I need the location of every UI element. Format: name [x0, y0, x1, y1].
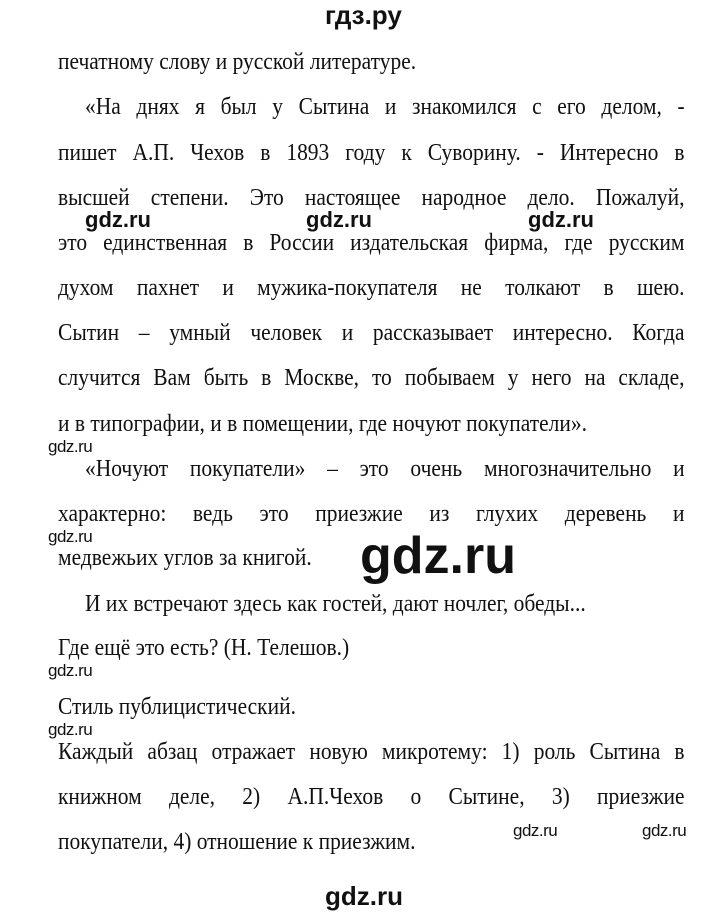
text-line: Где ещё это есть? (Н. Телешов.) [58, 635, 350, 661]
text-line: случится Вам быть в Москве, то побываем у него на складе, [58, 365, 685, 391]
text-line: покупатели, 4) отношение к приезжим. [58, 829, 416, 855]
text-line: Сытин – умный человек и рассказывает интересно. Когда [58, 320, 685, 346]
text-line: характерно: ведь это приезжие из глухих деревень и [58, 501, 685, 527]
text-line: духом пахнет и мужика-покупателя не толкают в шею. [58, 275, 685, 301]
text-line: высшей степени. Это настоящее народное дело. Пожалуй, [58, 185, 685, 211]
text-line: пишет А.П. Чехов в 1893 году к Суворину. - Интересно в [58, 140, 685, 166]
watermark: gdz.ru [48, 661, 93, 680]
text-line: И их встречают здесь как гостей, дают ночлег, обеды... [85, 591, 586, 617]
text-line: Стиль публицистический. [58, 694, 296, 720]
watermark: gdz.ru [48, 437, 93, 456]
text-line: медвежьих углов за книгой. [58, 545, 312, 571]
watermark: gdz.ru [642, 821, 687, 840]
footer-watermark: gdz.ru [325, 881, 403, 911]
watermark: gdz.ru [85, 207, 151, 232]
watermark: gdz.ru [513, 821, 558, 840]
text-line: печатному слову и русской литературе. [58, 49, 417, 75]
text-line: Каждый абзац отражает новую микротему: 1) роль Сытина в [58, 739, 685, 765]
watermark: gdz.ru [528, 207, 594, 232]
header-watermark: гдз.ру [325, 0, 402, 30]
text-line: книжном деле, 2) А.П.Чехов о Сытине, 3) приезжие [58, 784, 685, 810]
watermark: gdz.ru [48, 527, 93, 546]
text-line: и в типографии, и в помещении, где ночуют покупатели». [58, 411, 588, 437]
text-line: «На днях я был у Сытина и знакомился с его делом, - [85, 94, 685, 120]
text-line: это единственная в России издательская фирма, где русским [58, 230, 685, 256]
watermark: gdz.ru [360, 527, 516, 585]
text-line: «Ночуют покупатели» – это очень многозначительно и [85, 456, 685, 482]
watermark: gdz.ru [306, 207, 372, 232]
watermark: gdz.ru [48, 720, 93, 739]
